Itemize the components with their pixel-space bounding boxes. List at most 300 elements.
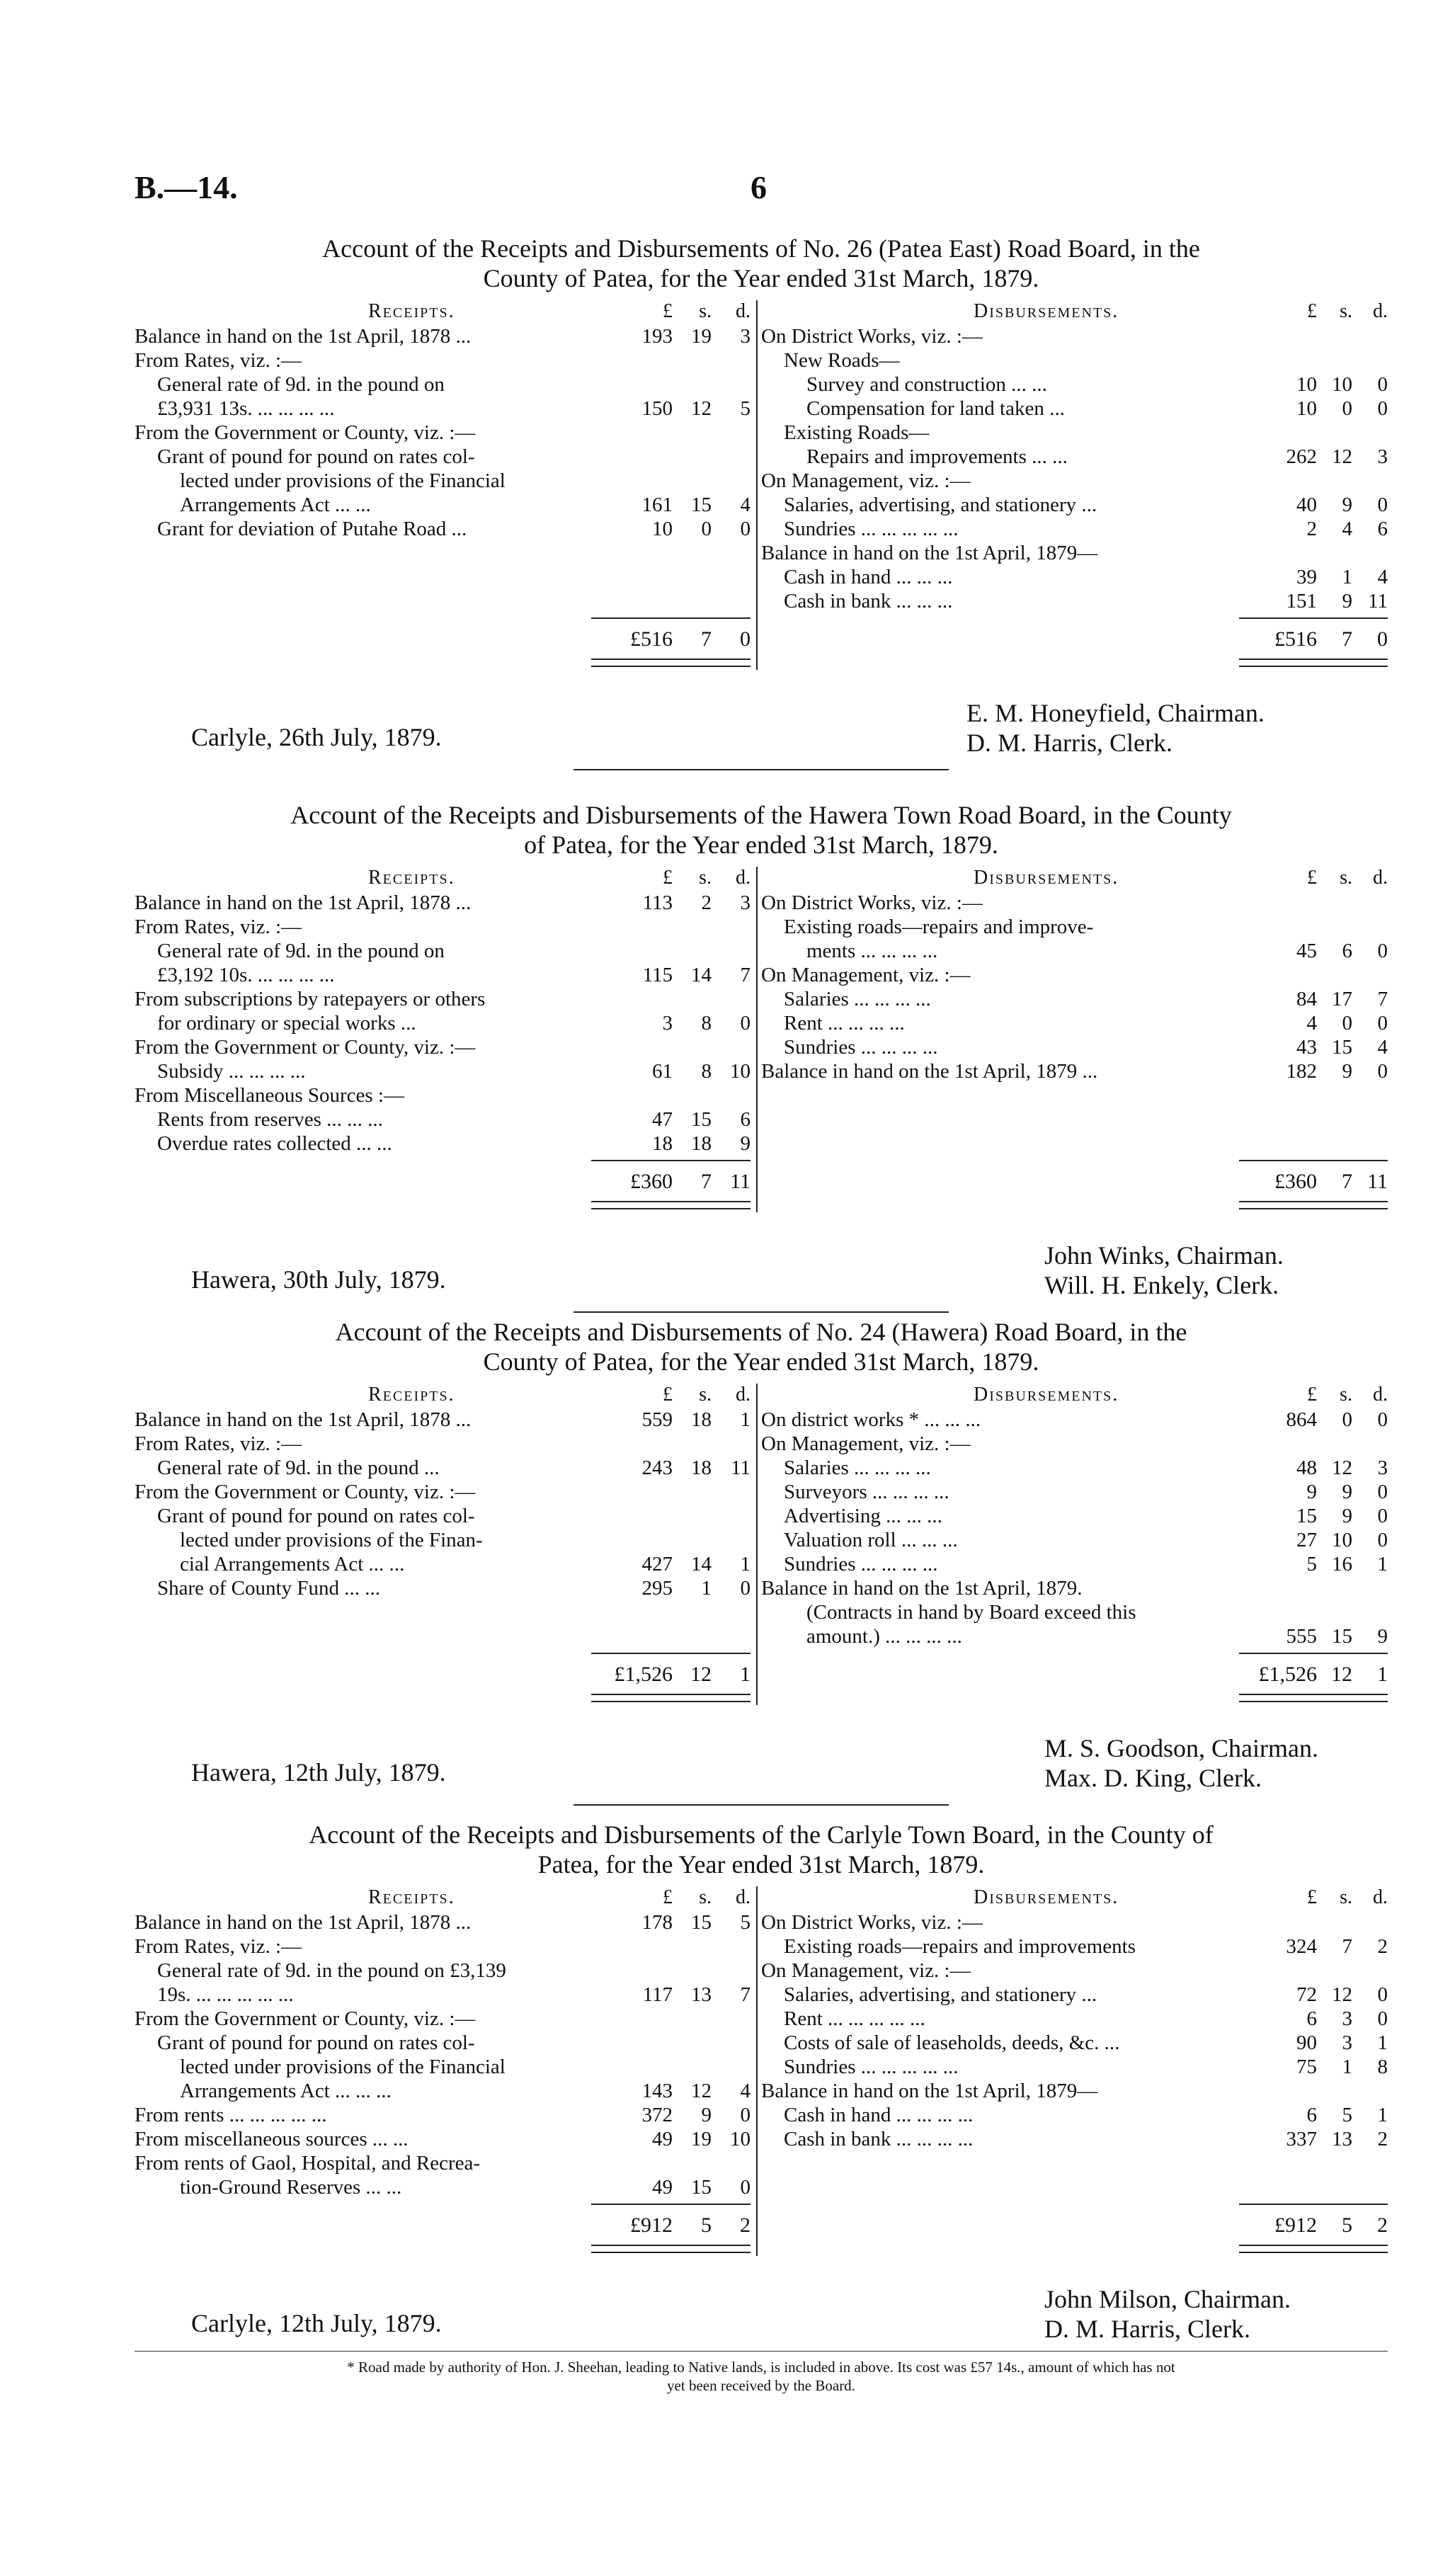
amount-pounds: 115 — [642, 964, 673, 986]
amount-pence: 7 — [1377, 988, 1388, 1010]
currency-unit-header: £ — [663, 867, 673, 889]
amount-pounds: 10 — [652, 518, 673, 540]
disbursement-row — [761, 324, 1388, 348]
amount-pence: 0 — [1377, 397, 1388, 420]
amount-shillings: 13 — [1332, 2128, 1352, 2150]
item-description: Rents from reserves ... ... ... — [157, 1108, 383, 1131]
account-title: Account of the Receipts and Disbursements of the Carlyle Town Board, in the County of — [309, 1820, 1214, 1849]
chairman-signature: John Milson, Chairman. — [1044, 2285, 1291, 2313]
receipt-row — [135, 397, 754, 421]
item-description: Cash in hand ... ... ... — [784, 566, 953, 588]
item-description: Balance in hand on the 1st April, 1879 ... — [761, 1060, 1098, 1083]
amount-pounds: 3 — [662, 1012, 673, 1035]
item-description: General rate of 9d. in the pound on — [157, 373, 445, 396]
disbursement-row — [761, 891, 1388, 915]
item-description: cial Arrangements Act ... ... — [180, 1553, 405, 1575]
column-header-label: Receipts. — [368, 1384, 455, 1406]
item-description: (Contracts in hand by Board exceed this — [806, 1601, 1136, 1624]
amount-pence: 5 — [740, 1911, 751, 1934]
column-divider — [756, 1886, 758, 2256]
amount-shillings: 12 — [691, 2080, 712, 2102]
amount-pence: 0 — [1377, 373, 1388, 396]
receipts-column — [135, 1384, 754, 1686]
amount-pounds: 555 — [1286, 1625, 1317, 1648]
item-description: From the Government or County, viz. :— — [135, 1036, 476, 1059]
receipt-row — [135, 2103, 754, 2127]
currency-unit-header: d. — [736, 1384, 751, 1406]
receipt-row — [135, 1132, 754, 1156]
total-rule — [1239, 617, 1388, 619]
disbursement-row — [761, 397, 1388, 421]
amount-pounds: 39 — [1296, 566, 1317, 588]
disbursement-row — [761, 1456, 1388, 1480]
amount-pence: 11 — [731, 1457, 751, 1479]
currency-unit-header: £ — [663, 300, 673, 322]
receipt-row — [135, 1959, 754, 1983]
amount-pence: 2 — [1377, 2128, 1388, 2150]
amount-pence: 4 — [1377, 1036, 1388, 1059]
amount-shillings: 4 — [1342, 518, 1352, 540]
amount-pence: 4 — [740, 2080, 751, 2102]
page-header — [135, 169, 1388, 211]
clerk-signature: D. M. Harris, Clerk. — [1044, 2315, 1250, 2343]
receipt-row — [135, 1408, 754, 1432]
amount-pence: 8 — [1377, 2056, 1388, 2078]
currency-unit-header: £ — [1307, 1384, 1317, 1406]
total-double-rule — [591, 1694, 751, 1702]
disbursement-row — [761, 1934, 1388, 1959]
disbursement-row — [761, 1504, 1388, 1528]
disbursement-row — [761, 939, 1388, 963]
amount-pence: 0 — [740, 2104, 751, 2126]
amount-pounds: 27 — [1296, 1529, 1317, 1551]
amount-pence: 0 — [1377, 1529, 1388, 1551]
disbursement-row — [761, 1432, 1388, 1456]
amount-total-shillings: 7 — [701, 1170, 712, 1193]
receipt-row — [135, 2031, 754, 2055]
account-title: Account of the Receipts and Disbursements of No. 24 (Hawera) Road Board, in the — [335, 1318, 1187, 1346]
amount-pence: 1 — [1377, 2104, 1388, 2126]
receipt-row — [135, 939, 754, 963]
amount-total-pence: 2 — [1377, 2213, 1388, 2237]
item-description: amount.) ... ... ... ... — [806, 1625, 962, 1648]
column-header-label: Receipts. — [368, 300, 455, 322]
amount-pounds: 47 — [652, 1108, 673, 1131]
item-description: On Management, viz. :— — [761, 469, 971, 492]
disbursements-column — [761, 1384, 1388, 1686]
disbursement-row — [761, 1983, 1388, 2007]
item-description: On Management, viz. :— — [761, 1432, 971, 1455]
amount-shillings: 12 — [691, 397, 712, 420]
item-description: Balance in hand on the 1st April, 1878 ... — [135, 325, 472, 348]
item-description: From Miscellaneous Sources :— — [135, 1084, 404, 1107]
account-section — [135, 1820, 1388, 2343]
item-description: Existing roads—repairs and improve- — [784, 916, 1094, 938]
item-description: From subscriptions by ratepayers or others — [135, 988, 486, 1010]
amount-pence: 1 — [740, 1553, 751, 1575]
item-description: Repairs and improvements ... ... — [806, 445, 1068, 468]
amount-shillings: 15 — [1332, 1036, 1352, 1059]
amount-pounds: 243 — [641, 1457, 673, 1479]
receipt-row — [135, 2055, 754, 2079]
receipt-row — [135, 1011, 754, 1035]
amount-pounds: 324 — [1286, 1935, 1317, 1958]
receipts-column — [135, 300, 754, 651]
currency-unit-header: s. — [699, 1384, 712, 1406]
item-description: Balance in hand on the 1st April, 1878 ... — [135, 1911, 472, 1934]
disbursement-row — [761, 1035, 1388, 1059]
amount-pounds: 182 — [1286, 1060, 1317, 1083]
amount-shillings: 12 — [1332, 445, 1352, 468]
amount-shillings: 14 — [691, 1553, 712, 1575]
disbursement-row — [761, 1059, 1388, 1083]
item-description: From rents ... ... ... ... ... — [135, 2104, 327, 2126]
receipt-row — [135, 348, 754, 372]
place-and-date: Carlyle, 26th July, 1879. — [191, 723, 442, 751]
amount-total-pence: 11 — [1367, 1170, 1388, 1193]
item-description: lected under provisions of the Financial — [180, 469, 506, 492]
amount-pence: 0 — [1377, 1012, 1388, 1035]
item-description: Grant of pound for pound on rates col- — [157, 2031, 475, 2054]
amount-pence: 3 — [740, 891, 751, 914]
footnote-line: yet been received by the Board. — [667, 2377, 855, 2394]
item-description: From Rates, viz. :— — [135, 1432, 302, 1455]
disbursement-row — [761, 1552, 1388, 1576]
disbursement-row — [761, 1624, 1388, 1648]
amount-pence: 0 — [740, 1577, 751, 1600]
amount-pence: 1 — [740, 1408, 751, 1431]
disbursement-row — [761, 493, 1388, 517]
item-description: On District Works, viz. :— — [761, 891, 983, 914]
item-description: From Rates, viz. :— — [135, 916, 302, 938]
amount-shillings: 3 — [1342, 2031, 1352, 2054]
footnote-rule — [135, 2351, 1388, 2352]
receipt-row — [135, 445, 754, 469]
section-divider — [574, 769, 949, 770]
amount-pence: 0 — [1377, 494, 1388, 516]
receipt-row — [135, 1107, 754, 1132]
amount-pounds: 15 — [1296, 1505, 1317, 1527]
item-description: Balance in hand on the 1st April, 1878 ... — [135, 891, 472, 914]
disbursements-column — [761, 867, 1388, 1193]
amount-shillings: 3 — [1342, 2007, 1352, 2030]
total-double-rule — [1239, 1694, 1388, 1702]
item-description: Grant for deviation of Putahe Road ... — [157, 518, 467, 540]
amount-pounds: 6 — [1306, 2007, 1317, 2030]
item-description: From rents of Gaol, Hospital, and Recrea- — [135, 2152, 481, 2175]
amount-pence: 1 — [1377, 2031, 1388, 2054]
place-and-date: Carlyle, 12th July, 1879. — [191, 2309, 442, 2337]
disbursement-row — [761, 1528, 1388, 1552]
section-divider — [574, 1804, 949, 1806]
amount-shillings: 10 — [1332, 1529, 1352, 1551]
amount-pounds: 427 — [641, 1553, 673, 1575]
amount-shillings: 15 — [691, 1108, 712, 1131]
item-description: From Rates, viz. :— — [135, 1935, 302, 1958]
amount-pence: 3 — [740, 325, 751, 348]
amount-pounds: 295 — [641, 1577, 673, 1600]
amount-pence: 0 — [1377, 1983, 1388, 2006]
column-divider — [756, 300, 758, 670]
account-table — [135, 867, 1388, 1212]
disbursement-row — [761, 963, 1388, 987]
item-description: Salaries ... ... ... ... — [784, 1457, 931, 1479]
item-description: lected under provisions of the Finan- — [180, 1529, 483, 1551]
amount-pounds: 151 — [1286, 590, 1317, 612]
receipt-row — [135, 1059, 754, 1083]
column-divider — [756, 1384, 758, 1705]
item-description: General rate of 9d. in the pound on £3,139 — [157, 1959, 506, 1982]
amount-pounds: 4 — [1306, 1012, 1317, 1035]
account-section — [135, 234, 1388, 757]
currency-unit-header: s. — [699, 300, 712, 322]
amount-total-pounds: £360 — [630, 1170, 673, 1193]
receipt-row — [135, 2127, 754, 2151]
amount-shillings: 18 — [691, 1408, 712, 1431]
disbursement-row — [761, 1576, 1388, 1600]
amount-pounds: 75 — [1296, 2056, 1317, 2078]
account-section — [135, 800, 1388, 1299]
column-header-label: Disbursements. — [974, 1886, 1119, 1908]
receipt-row — [135, 469, 754, 493]
amount-shillings: 15 — [691, 494, 712, 516]
amount-pounds: 262 — [1286, 445, 1317, 468]
total-double-rule — [591, 659, 751, 667]
disbursement-row — [761, 421, 1388, 445]
receipt-row — [135, 517, 754, 541]
receipt-row — [135, 1552, 754, 1576]
column-header — [135, 1384, 754, 1408]
item-description: Surveyors ... ... ... ... — [784, 1481, 949, 1503]
amount-pence: 1 — [1377, 1553, 1388, 1575]
total-rule — [1239, 1160, 1388, 1161]
amount-pence: 6 — [1377, 518, 1388, 540]
receipt-row — [135, 1480, 754, 1504]
item-description: Survey and construction ... ... — [806, 373, 1047, 396]
item-description: Salaries, advertising, and stationery ... — [784, 1983, 1097, 2006]
item-description: On District Works, viz. :— — [761, 325, 983, 348]
amount-shillings: 14 — [691, 964, 712, 986]
amount-pounds: 193 — [641, 325, 673, 348]
receipt-row — [135, 1528, 754, 1552]
clerk-signature: D. M. Harris, Clerk. — [966, 729, 1172, 757]
amount-total-pounds: £1,526 — [614, 1663, 673, 1686]
amount-shillings: 19 — [691, 2128, 712, 2150]
item-description: Balance in hand on the 1st April, 1878 ... — [135, 1408, 472, 1431]
amount-pence: 2 — [1377, 1935, 1388, 1958]
amount-pounds: 45 — [1296, 940, 1317, 962]
disbursement-row — [761, 541, 1388, 565]
item-description: General rate of 9d. in the pound on — [157, 940, 445, 962]
amount-total-pence: 2 — [740, 2213, 751, 2237]
account-table — [135, 1886, 1388, 2256]
amount-total-shillings: 7 — [1342, 627, 1352, 651]
amount-shillings: 18 — [691, 1457, 712, 1479]
item-description: On Management, viz. :— — [761, 964, 971, 986]
amount-total-shillings: 5 — [1342, 2213, 1352, 2237]
currency-unit-header: d. — [1373, 300, 1388, 322]
item-description: Balance in hand on the 1st April, 1879— — [761, 2080, 1098, 2102]
item-description: Subsidy ... ... ... ... — [157, 1060, 306, 1083]
chairman-signature: E. M. Honeyfield, Chairman. — [966, 699, 1265, 727]
clerk-signature: Will. H. Enkely, Clerk. — [1044, 1271, 1279, 1299]
column-header — [761, 867, 1388, 891]
chairman-signature: M. S. Goodson, Chairman. — [1044, 1734, 1318, 1762]
item-description: Sundries ... ... ... ... ... — [784, 518, 959, 540]
receipt-row — [135, 1576, 754, 1600]
column-header-label: Disbursements. — [974, 1384, 1119, 1406]
amount-total-pounds: £516 — [1274, 627, 1317, 651]
item-description: Grant of pound for pound on rates col- — [157, 1505, 475, 1527]
receipt-row — [135, 891, 754, 915]
item-description: On District Works, viz. :— — [761, 1911, 983, 1934]
receipt-row — [135, 915, 754, 939]
amount-pence: 6 — [740, 1108, 751, 1131]
amount-pounds: 143 — [641, 2080, 673, 2102]
receipt-row — [135, 421, 754, 445]
amount-pounds: 10 — [1296, 397, 1317, 420]
amount-pounds: 40 — [1296, 494, 1317, 516]
disbursement-row — [761, 915, 1388, 939]
amount-pounds: 72 — [1296, 1983, 1317, 2006]
account-title-continued: of Patea, for the Year ended 31st March, 1879. — [524, 831, 998, 859]
item-description: Balance in hand on the 1st April, 1879. — [761, 1577, 1083, 1600]
total-rule — [1239, 1653, 1388, 1654]
amount-shillings: 13 — [691, 1983, 712, 2006]
amount-total-shillings: 7 — [1342, 1170, 1352, 1193]
receipt-row — [135, 324, 754, 348]
amount-shillings: 1 — [1342, 566, 1352, 588]
account-title-continued: Patea, for the Year ended 31st March, 1879. — [537, 1850, 985, 1879]
footnote-line: * Road made by authority of Hon. J. Sheehan, leading to Native lands, is included in above. Its cost was £57 14s., amount of which has not — [347, 2359, 1175, 2376]
item-description: Sundries ... ... ... ... — [784, 1553, 938, 1575]
total-rule — [591, 2204, 751, 2205]
amount-pence: 5 — [740, 397, 751, 420]
receipt-row — [135, 987, 754, 1011]
currency-unit-header: s. — [1340, 300, 1352, 322]
amount-pence: 4 — [1377, 566, 1388, 588]
account-title: Account of the Receipts and Disbursements of No. 26 (Patea East) Road Board, in the — [322, 234, 1200, 263]
currency-unit-header: s. — [1340, 867, 1352, 889]
amount-shillings: 7 — [1342, 1935, 1352, 1958]
column-header — [135, 300, 754, 324]
receipt-row — [135, 1934, 754, 1959]
disbursement-row — [761, 2079, 1388, 2103]
column-divider — [756, 867, 758, 1212]
column-header — [761, 300, 1388, 324]
amount-shillings: 8 — [701, 1060, 712, 1083]
amount-pounds: 49 — [652, 2176, 673, 2199]
item-description: New Roads— — [784, 349, 900, 372]
currency-unit-header: s. — [1340, 1384, 1352, 1406]
amount-pounds: 559 — [641, 1408, 673, 1431]
amount-shillings: 2 — [701, 891, 712, 914]
amount-shillings: 15 — [691, 2176, 712, 2199]
currency-unit-header: d. — [736, 1886, 751, 1908]
amount-total-pence: 0 — [1377, 627, 1388, 651]
amount-shillings: 0 — [701, 518, 712, 540]
place-and-date: Hawera, 12th July, 1879. — [191, 1758, 446, 1786]
total-rule — [591, 617, 751, 619]
account-title-continued: County of Patea, for the Year ended 31st March, 1879. — [483, 1347, 1039, 1376]
disbursement-row — [761, 348, 1388, 372]
item-description: From Rates, viz. :— — [135, 349, 302, 372]
item-description: Compensation for land taken ... — [806, 397, 1065, 420]
receipt-row — [135, 2079, 754, 2103]
amount-pounds: 61 — [652, 1060, 673, 1083]
disbursements-column — [761, 300, 1388, 651]
item-description: Arrangements Act ... ... — [180, 494, 371, 516]
amount-pounds: 48 — [1296, 1457, 1317, 1479]
disbursement-row — [761, 565, 1388, 589]
column-header — [135, 867, 754, 891]
amount-pounds: 372 — [641, 2104, 673, 2126]
item-description: Salaries ... ... ... ... — [784, 988, 931, 1010]
account-title-continued: County of Patea, for the Year ended 31st March, 1879. — [483, 264, 1039, 292]
amount-pence: 0 — [1377, 1408, 1388, 1431]
amount-shillings: 9 — [1342, 1505, 1352, 1527]
amount-pence: 0 — [1377, 1060, 1388, 1083]
amount-pence: 10 — [730, 1060, 751, 1083]
amount-pence: 0 — [740, 1012, 751, 1035]
disbursement-row — [761, 589, 1388, 613]
amount-pence: 0 — [1377, 1481, 1388, 1503]
item-description: From the Government or County, viz. :— — [135, 1481, 476, 1503]
item-description: Share of County Fund ... ... — [157, 1577, 380, 1600]
receipt-row — [135, 2007, 754, 2031]
amount-shillings: 8 — [701, 1012, 712, 1035]
amount-total-pounds: £360 — [1274, 1170, 1317, 1193]
account-title: Account of the Receipts and Disbursements of the Hawera Town Road Board, in the County — [290, 801, 1232, 829]
amount-total-pounds: £912 — [630, 2213, 673, 2237]
amount-shillings: 0 — [1342, 397, 1352, 420]
currency-unit-header: d. — [1373, 1384, 1388, 1406]
amount-pounds: 9 — [1306, 1481, 1317, 1503]
amount-shillings: 15 — [1332, 1625, 1352, 1648]
receipt-row — [135, 2175, 754, 2199]
disbursement-row — [761, 469, 1388, 493]
amount-shillings: 1 — [701, 1577, 712, 1600]
currency-unit-header: d. — [1373, 1886, 1388, 1908]
disbursement-row — [761, 2031, 1388, 2055]
amount-shillings: 6 — [1342, 940, 1352, 962]
amount-pounds: 10 — [1296, 373, 1317, 396]
receipt-row — [135, 372, 754, 397]
column-header — [761, 1886, 1388, 1910]
item-description: General rate of 9d. in the pound ... — [157, 1457, 440, 1479]
amount-pence: 0 — [740, 518, 751, 540]
currency-unit-header: s. — [699, 1886, 712, 1908]
total-rule — [591, 1653, 751, 1654]
amount-total-shillings: 12 — [690, 1663, 712, 1686]
amount-shillings: 5 — [1342, 2104, 1352, 2126]
amount-shillings: 19 — [691, 325, 712, 348]
item-description: 19s. ... ... ... ... ... — [157, 1983, 294, 2006]
amount-pounds: 113 — [642, 891, 673, 914]
amount-pence: 9 — [1377, 1625, 1388, 1648]
disbursement-row — [761, 2103, 1388, 2127]
amount-pence: 0 — [1377, 2007, 1388, 2030]
column-header-label: Receipts. — [368, 867, 455, 889]
total-rule — [591, 1160, 751, 1161]
currency-unit-header: s. — [1340, 1886, 1352, 1908]
disbursement-row — [761, 517, 1388, 541]
disbursement-row — [761, 1600, 1388, 1624]
disbursement-row — [761, 2007, 1388, 2031]
receipt-row — [135, 1456, 754, 1480]
amount-pounds: 117 — [642, 1983, 673, 2006]
item-description: From the Government or County, viz. :— — [135, 421, 476, 444]
